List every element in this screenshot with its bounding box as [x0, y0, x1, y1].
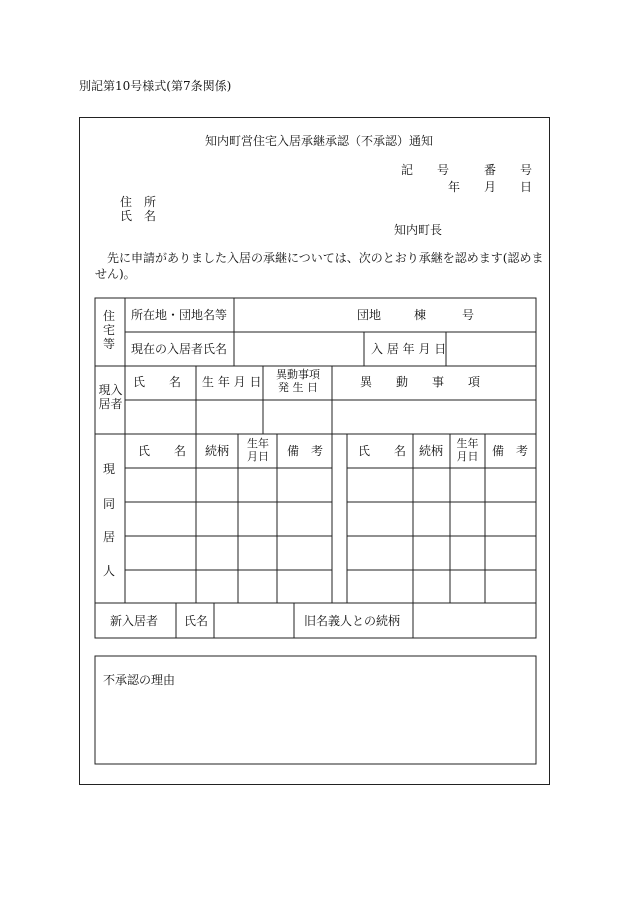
coh-left-birth-line2: 月日: [247, 449, 269, 463]
coh-right-remarks-header: 備 考: [492, 444, 529, 458]
housing-label-char-3: 等: [102, 336, 115, 351]
current-resident-section-label: [97, 384, 124, 412]
date-year: 年: [448, 180, 461, 194]
cr-change-date-header: [266, 369, 330, 394]
cr-name-header: 氏 名: [133, 375, 182, 389]
ref-ban: 番: [484, 163, 497, 177]
danchi-label: 団地: [357, 308, 382, 322]
cr-change-date-line1: 異動事項: [276, 368, 320, 381]
new-resident-name-label: 氏名: [184, 614, 209, 628]
body-text-line2: せん)。: [95, 267, 136, 281]
cr-birth-header: 生 年 月 日: [202, 375, 262, 389]
coh-left-birth-line1: 生年: [247, 437, 269, 450]
coh-right-name-header: 氏 名: [358, 444, 407, 458]
coh-left-remarks-header: 備 考: [287, 444, 324, 458]
current-resident-label: 現在の入居者氏名: [131, 342, 228, 356]
housing-label-char-1: 住: [102, 309, 115, 323]
cohabitant-label-char-3: 居: [103, 530, 116, 544]
coh-right-relation-header: 続柄: [419, 444, 444, 458]
current-resident-label-2: 居者: [98, 396, 123, 411]
coh-left-name-header: 氏 名: [138, 444, 187, 458]
coh-left-relation-header: 続柄: [205, 444, 230, 458]
cr-change-matter-header: 異 動 事 項: [360, 375, 481, 389]
rejection-reason-label: 不承認の理由: [103, 673, 176, 687]
current-resident-label-1: 現入: [98, 383, 123, 397]
housing-label-char-2: 宅: [102, 322, 115, 337]
ref-ki: 記: [401, 163, 414, 177]
issuer: 知内町長: [394, 223, 443, 237]
header-ref: 別記第10号様式(第7条関係): [79, 79, 232, 93]
cohabitant-label-char-2: 同: [103, 497, 116, 511]
address-label: 住 所: [120, 195, 157, 209]
coh-right-birth-line1: 生年: [456, 437, 479, 450]
cohabitant-label-char-1: 現: [103, 462, 116, 476]
date-day: 日: [520, 180, 533, 194]
ref-go1: 号: [437, 163, 450, 177]
coh-left-birth-header: [240, 438, 276, 463]
to-label: 棟: [414, 308, 427, 322]
date-month: 月: [484, 180, 497, 194]
coh-right-birth-line2: 月日: [456, 449, 479, 463]
housing-section-label: [102, 310, 116, 351]
location-label: 所在地・団地名等: [131, 308, 228, 322]
new-resident-relation-label: 旧名義人との続柄: [304, 614, 401, 628]
name-label: 氏 名: [120, 209, 157, 223]
cohabitant-label-char-4: 人: [103, 564, 116, 578]
coh-right-birth-header: [451, 438, 484, 463]
move-in-date-label: 入 居 年 月 日: [371, 342, 447, 356]
body-text-line1: 先に申請がありました入居の承継については、次のとおり承継を認めます(認めま: [95, 251, 544, 265]
form-title: 知内町営住宅入居承継承認（不承認）通知: [205, 134, 434, 148]
new-resident-label: 新入居者: [110, 614, 159, 628]
ref-go2: 号: [520, 163, 533, 177]
cr-change-date-line2: 発 生 日: [278, 380, 318, 394]
go-label: 号: [462, 308, 475, 322]
